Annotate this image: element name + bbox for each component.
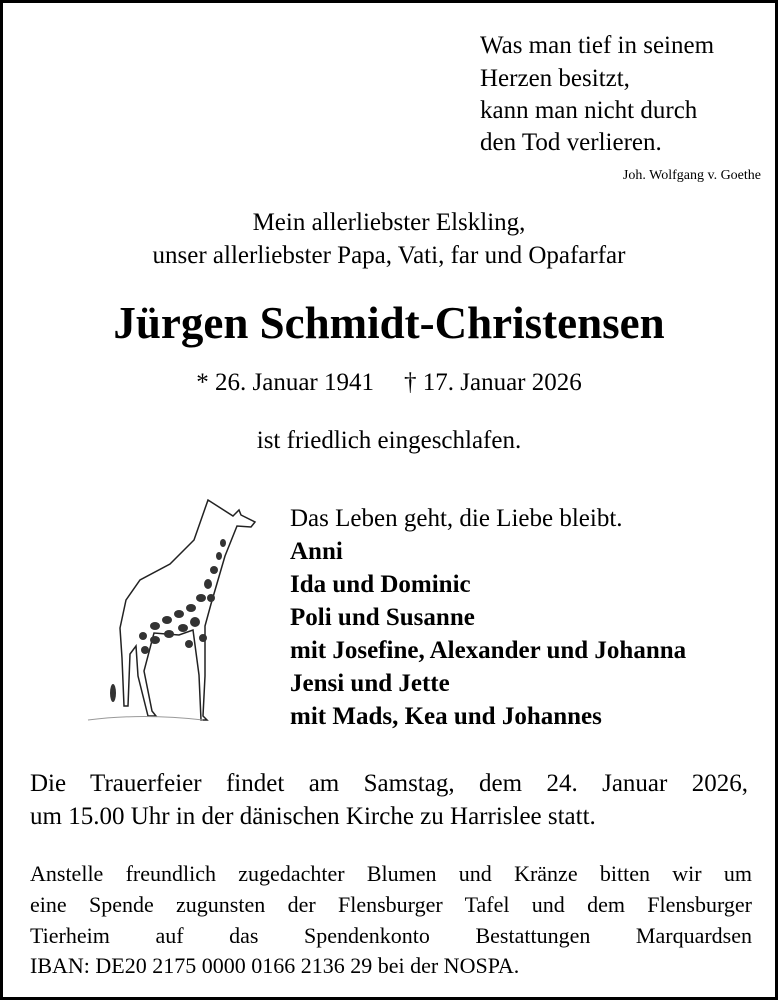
family-member: Anni: [290, 538, 343, 565]
donation-text: Anstelle freundlich zugedachter Blumen und Kränze bitten wir um: [30, 861, 752, 886]
giraffe-illustration-icon: [83, 498, 258, 728]
donation-text: eine Spende zugunsten der Flensburger Tafel und dem Flensburger: [30, 892, 752, 917]
deceased-name: Jürgen Schmidt-Christensen: [113, 298, 665, 348]
quote-line: den Tod verlieren.: [480, 129, 662, 156]
family-member: Jensi und Jette: [290, 670, 450, 697]
funeral-info: Die Trauerfeier findet am Samstag, dem 24. Januar 2026,: [30, 770, 748, 797]
quote-line: kann man nicht durch: [480, 97, 698, 124]
life-dates: [3, 367, 775, 399]
intro-line: unser allerliebster Papa, Vati, far und Opafarfar: [152, 242, 626, 269]
family-member: mit Josefine, Alexander und Johanna: [290, 637, 687, 664]
family-member: Poli und Susanne: [290, 604, 475, 631]
quote-line: Was man tief in seinem: [480, 32, 715, 59]
family-member: Ida und Dominic: [290, 571, 471, 598]
family-member: mit Mads, Kea und Johannes: [290, 703, 602, 730]
donation-text: IBAN: DE20 2175 0000 0166 2136 29 bei der NOSPA.: [30, 953, 520, 978]
intro-line: Mein allerliebster Elskling,: [252, 209, 526, 236]
death-date: † 17. Januar 2026: [404, 369, 582, 396]
quote-author: Joh. Wolfgang v. Goethe: [622, 168, 761, 183]
birth-date: * 26. Januar 1941: [196, 369, 374, 396]
quote-line: Herzen besitzt,: [480, 65, 630, 92]
passing-text: ist friedlich eingeschlafen.: [256, 427, 522, 454]
donation-text: Tierheim auf das Spendenkonto Bestattungen Marquardsen: [30, 923, 752, 948]
funeral-info: um 15.00 Uhr in der dänischen Kirche zu Harrislee statt.: [30, 803, 596, 830]
motto: Das Leben geht, die Liebe bleibt.: [290, 505, 623, 532]
